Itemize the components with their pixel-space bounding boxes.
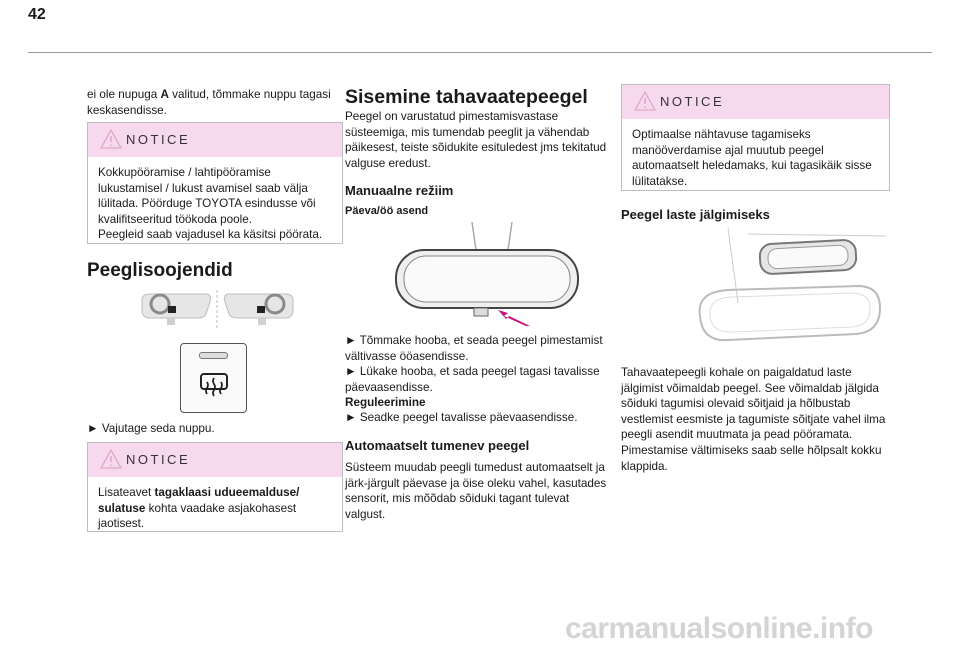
rearview-mirror-illustration [392,222,582,330]
notice-text: Optimaalse nähtavuse tagamiseks manööverdamise ajal muutub peegel automaatselt heledamaks, kui tagasikäik sisse lülitatakse. [632,128,872,188]
notice-header [88,123,342,157]
heading-manual-mode: Manuaalne režiim [345,183,454,198]
page-number: 42 [28,6,46,23]
indicator-light [199,352,228,359]
heading-child-mirror: Peegel laste jälgimiseks [621,207,770,222]
watermark: carmanualsonline.info [565,612,873,645]
step-set-day: ► Seadke peegel tavalisse päevaasendisse. [345,411,578,424]
defrost-icon [199,372,229,398]
left-mirror-icon [142,294,211,325]
heading-adjustment: Reguleerimine [345,396,426,409]
child-mirror-text: Tahavaatepeegli kohale on paigaldatud laste jälgimist võimaldab peegel. See võimaldab jälgida sõiduki tagumisi olevaid sõitjaid ja hõlbustab vestlemist eesmiste ja tagumiste sõitjate vahel ilma peegli asendit muutmata ja pead pööramata. Pimestamise vältimiseks saab selle hõlpsalt kokku klappida. [621,366,886,473]
interior-mirror-intro: Peegel on varustatud pimestamisvastase süsteemiga, mis tumendab peeglit ja vähendab päikesest, teiste sõidukite esituledest jms tekitatud valguse eredust. [345,110,607,170]
defrost-button-illustration [180,343,247,413]
warning-triangle-icon [100,129,122,154]
step-press-button: ► Vajutage seda nuppu. [87,422,215,435]
step-pull-lever: ► Tõmmake hooba, et seada peegel pimestamist vältivasse ööasendisse. [345,334,603,363]
auto-dimming-text: Süsteem muudab peegli tumedust automaatselt ja järk-järgult päevase ja öise oleku vahel, kasutades sensorit, mis mõõdab sõiduki tagant tulevat valgust. [345,461,607,521]
warning-triangle-icon [100,449,122,474]
mirror-heater-illustration [140,290,295,328]
notice-text: Kokkupööramise / lahtipööramise lukustamisel / lukust avamisel saab välja lülitada. Pöörduge TOYOTA esindusse või kvalifitseeritud töökoda poole. [98,166,316,226]
notice-title: NOTICE [126,132,191,147]
heading-interior-mirror: Sisemine tahavaatepeegel [345,86,588,108]
notice-header [88,443,342,477]
notice-text-2: Peegleid saab vajadusel ka käsitsi pöörata. [98,228,323,242]
heading-day-night: Päeva/öö asend [345,205,429,217]
notice-title: NOTICE [126,452,191,467]
header-divider [28,52,932,53]
column-1 [87,78,342,118]
notice-box-2 [87,442,343,532]
step-push-lever: ► Lükake hooba, et sada peegel tagasi tavalisse päevaasendisse. [345,365,600,394]
notice-text: Lisateavet tagaklaasi udueemalduse/ sulatuse kohta vaadake asjakohasest jaotisest. [98,486,300,531]
intro-text: ei ole nupuga A valitud, tõmmake nuppu tagasi keskasendisse. [87,88,331,117]
notice-title: NOTICE [660,94,725,109]
heading-auto-dimming: Automaatselt tumenev peegel [345,438,530,453]
notice-box-1 [87,122,343,244]
heading-mirror-heaters: Peeglisoojendid [87,260,233,281]
right-mirror-icon [225,294,294,325]
warning-triangle-icon [634,91,656,116]
pull-arrow-icon [498,310,530,326]
notice-header [622,85,889,119]
notice-box-3 [621,84,890,191]
child-mirror-illustration [688,228,888,358]
